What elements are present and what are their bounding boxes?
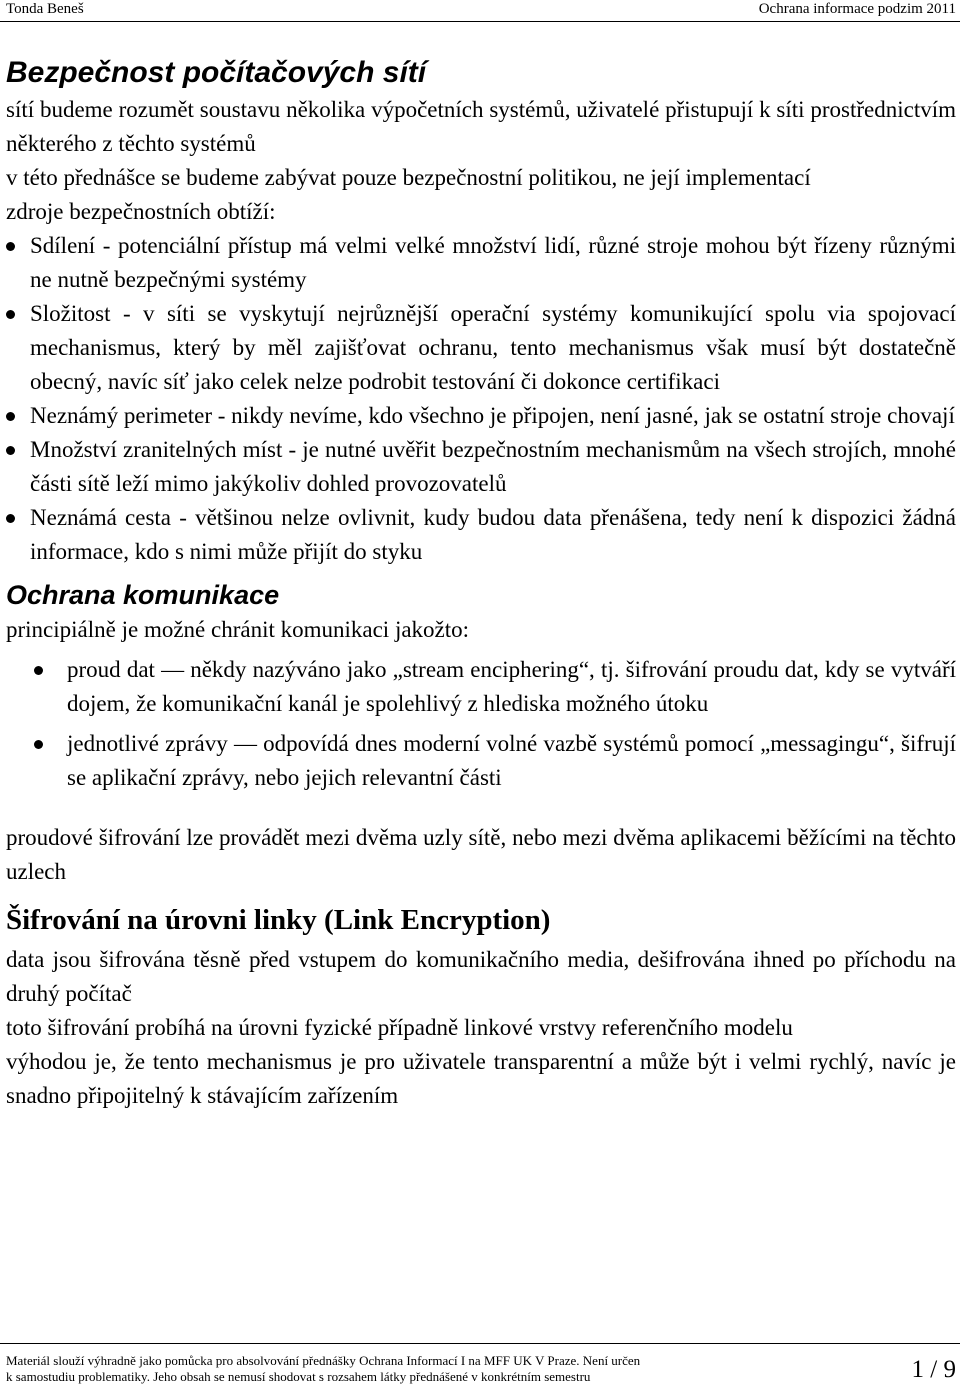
bullet-icon — [6, 514, 15, 523]
bullet-icon — [6, 242, 15, 251]
link-encryption-paragraph-1: data jsou šifrována těsně před vstupem do komunikačního media, dešifrována ihned po příchodu na druhý počítač — [6, 947, 956, 1006]
intro-paragraph-2: v této přednášce se budeme zabývat pouze bezpečnostní politikou, ne její implementací — [6, 165, 811, 190]
intro-paragraph-1: sítí budeme rozumět soustavu několika výpočetních systémů, uživatelé přistupují k síti prostřednictvím některého z těchto systémů — [6, 97, 956, 156]
link-encryption-paragraph-3: výhodou je, že tento mechanismus je pro uživatele transparentní a může být i velmi rychlý, navíc je snadno připojitelný k stávajícím zařízením — [6, 1049, 956, 1108]
list-item: Množství zranitelných míst - je nutné uvěřit bezpečnostním mechanismům na všech strojích, mnohé části sítě leží mimo jakýkoliv dohled provozovatelů — [6, 433, 956, 501]
protection-modes-list — [6, 653, 956, 795]
page-footer — [0, 1343, 960, 1389]
bullet-icon — [34, 740, 43, 749]
section2-intro: principiálně je možné chránit komunikaci jakožto: — [6, 617, 470, 642]
security-issues-list — [6, 229, 956, 569]
page-content — [6, 56, 956, 1113]
header-divider — [0, 21, 960, 22]
list-item: jednotlivé zprávy — odpovídá dnes moderní volné vazbě systémů pomocí „messagingu“, šifrují se aplikační zprávy, nebo jejich relevantní části — [6, 727, 956, 795]
intro-paragraph-3: zdroje bezpečnostních obtíží: — [6, 199, 276, 224]
header-course: Ochrana informace podzim 2011 — [758, 1, 956, 17]
page-number: 1 / 9 — [911, 1356, 956, 1383]
bullet-icon — [6, 310, 15, 319]
list-item: proud dat — někdy nazýváno jako „stream enciphering“, tj. šifrování proudu dat, kdy se vytváří dojem, že komunikační kanál je spolehlivý z hlediska možného útoku — [6, 653, 956, 721]
section2-outro: proudové šifrování lze provádět mezi dvěma uzly sítě, nebo mezi dvěma aplikacemi běžícími na těchto uzlech — [6, 825, 956, 884]
list-item: Sdílení - potenciální přístup má velmi velké množství lidí, různé stroje mohou být řízeny různými ne nutně bezpečnými systémy — [6, 229, 956, 297]
page-header — [0, 0, 960, 22]
section-title-link-encryption: Šifrování na úrovni linky (Link Encryption) — [6, 904, 551, 936]
list-item: Neznámá cesta - většinou nelze ovlivnit, kudy budou data přenášena, tedy není k dispozici žádná informace, kdo s nimi může přijít do styku — [6, 501, 956, 569]
link-encryption-paragraph-2: toto šifrování probíhá na úrovni fyzické případně linkové vrstvy referenčního modelu — [6, 1015, 793, 1040]
bullet-icon — [6, 446, 15, 455]
footer-disclaimer: Materiál slouží výhradně jako pomůcka pro absolvování přednášky Ochrana Informací I na MFF UK V Praze. Není určen k samostudiu problematiky. Jeho obsah se nemusí shodovat s rozsahem látky přednášené v konkrétním semestru — [6, 1353, 641, 1384]
list-item: Složitost - v síti se vyskytují nejrůznější operační systémy komunikující spolu via spojovací mechanismus, který by měl zajišťovat ochranu, tento mechanismus však musí být dostatečně obecný, navíc síť jako celek nelze podrobit testování či dokonce certifikaci — [6, 297, 956, 399]
section-title-communication-protection: Ochrana komunikace — [6, 580, 280, 610]
footer-divider — [0, 1343, 960, 1344]
bullet-icon — [34, 666, 43, 675]
bullet-icon — [6, 412, 15, 421]
section-title-network-security: Bezpečnost počítačových sítí — [6, 56, 427, 89]
header-author: Tonda Beneš — [6, 1, 84, 17]
list-item: Neznámý perimeter - nikdy nevíme, kdo všechno je připojen, není jasné, jak se ostatní stroje chovají — [6, 399, 956, 433]
